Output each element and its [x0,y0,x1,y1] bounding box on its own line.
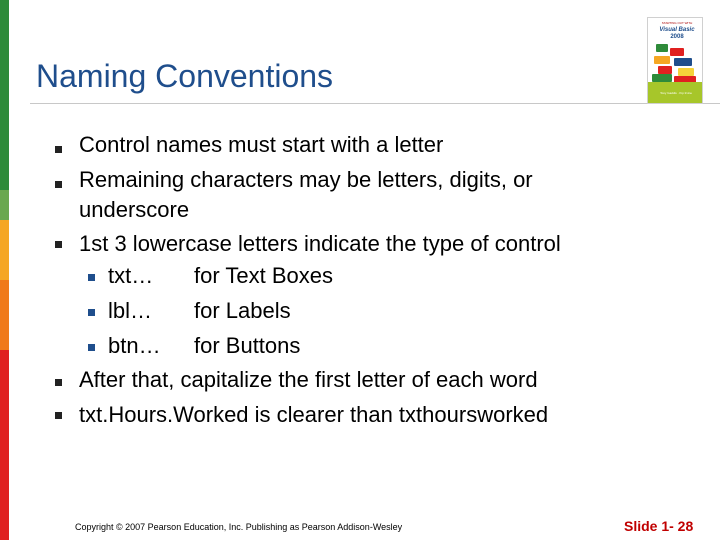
bullet-text: After that, capitalize the first letter of each word [79,367,538,392]
sub-bullet-icon [88,344,95,351]
cover-authors-text: Tony Gaddis · Kip Irvine [660,91,692,95]
lego-brick-icon [670,48,684,56]
bullet-text: Control names must start with a letter [79,132,444,157]
sub-bullet-prefix: lbl… [108,298,153,323]
slide-number: Slide 1- 28 [624,518,694,534]
sub-bullet-prefix: btn… [108,333,161,358]
sub-bullet-icon [88,309,95,316]
bullet-text: 1st 3 lowercase letters indicate the type of control [79,231,561,256]
bullet-icon [55,146,62,153]
lego-brick-icon [674,58,692,66]
sub-bullet-icon [88,274,95,281]
bullet-text: txt.Hours.Worked is clearer than txthoursworked [79,402,549,427]
cover-year-text: 2008 [670,34,684,40]
sub-bullet-description: for Buttons [194,333,301,358]
book-cover-logo [647,17,703,104]
sub-bullet-prefix: txt… [108,263,154,288]
sub-bullet-description: for Text Boxes [194,263,333,288]
lego-brick-icon [678,68,694,76]
lego-brick-icon [652,74,672,82]
slide-title: Naming Conventions [36,58,334,94]
title-divider [30,103,720,104]
sub-bullet-description: for Labels [194,298,291,323]
bullet-icon [55,241,62,248]
bullet-icon [55,379,62,386]
cover-edition-text: STARTING OUT WITH [661,21,693,25]
bullet-text: Remaining characters may be letters, digits, or [79,167,533,192]
lego-brick-icon [656,44,668,52]
left-accent-bar [0,0,9,540]
lego-brick-icon [654,56,670,64]
bullet-icon [55,412,62,419]
lego-brick-icon [658,66,672,74]
copyright-footer: Copyright © 2007 Pearson Education, Inc. Publishing as Pearson Addison-Wesley [75,522,403,532]
bullet-icon [55,181,62,188]
cover-brand-text: Visual Basic [659,27,695,33]
bullet-continuation-text: underscore [79,197,190,222]
